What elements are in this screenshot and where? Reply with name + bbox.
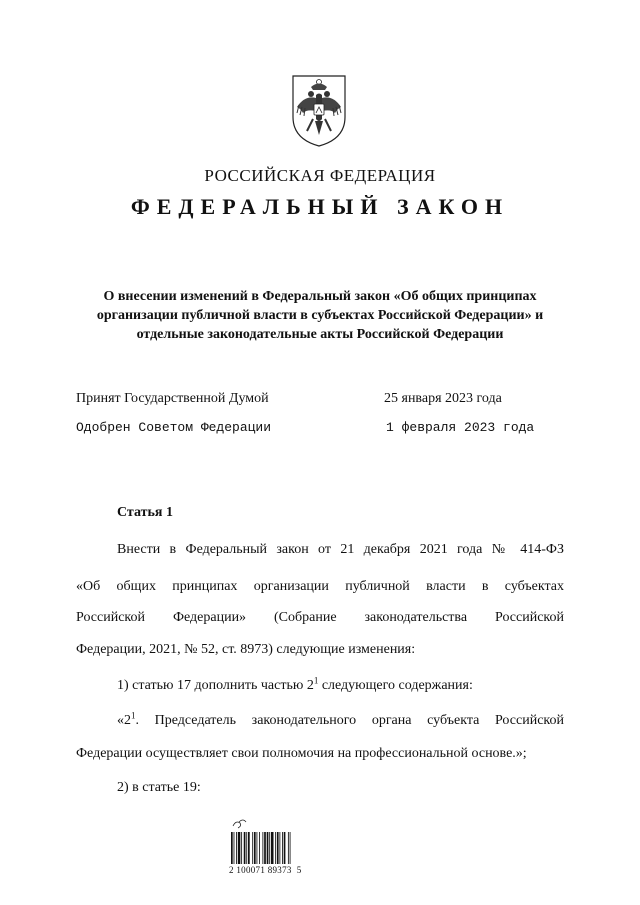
article-intro-line: «Об общих принципах организации публичной власти в субъектах [76, 579, 564, 594]
barcode-bar [257, 832, 258, 864]
barcode-bar [244, 832, 246, 864]
amendment-item-1-text: 1) статью 17 дополнить частью 2 [117, 678, 314, 693]
barcode-bar [277, 832, 279, 864]
barcode-image [230, 818, 314, 866]
law-type-heading: ФЕДЕРАЛЬНЫЙ ЗАКОН [130, 194, 510, 219]
barcode-bar [259, 832, 260, 864]
amendment-item-1 [76, 675, 564, 694]
amendment-item-2: 2) в статье 19: [117, 780, 201, 795]
barcode-bar [271, 832, 274, 864]
article-heading: Статья 1 [117, 505, 173, 520]
barcode-bar [275, 832, 276, 864]
barcode-bar [264, 832, 266, 864]
barcode-bar [246, 832, 247, 864]
law-title [80, 287, 560, 344]
amendment-item-1-text: следующего содержания: [318, 678, 473, 693]
duma-adoption-date: 25 января 2023 года [384, 391, 502, 406]
barcode-number: 2 100071 89373 5 [229, 865, 302, 875]
barcode-bar [267, 832, 269, 864]
article-intro-line: Федерации, 2021, № 52, ст. 8973) следующие изменения: [76, 642, 416, 657]
quoted-provision-line: Федерации осуществляет свои полномочия на профессиональной основе.»; [76, 746, 527, 761]
duma-adoption-label: Принят Государственной Думой [76, 391, 269, 406]
barcode-bar [269, 832, 270, 864]
barcode-bar [252, 832, 253, 864]
barcode-bar [236, 832, 237, 864]
quoted-provision-text: . Председатель законодательного органа субъекта Российской [135, 713, 564, 728]
country-name: РОССИЙСКАЯ ФЕДЕРАЦИЯ [204, 166, 436, 185]
barcode-bar [284, 832, 286, 864]
barcode-bar [254, 832, 256, 864]
council-approval-label: Одобрен Советом Федерации [76, 420, 272, 435]
barcode-bar [238, 832, 241, 864]
article-intro-line: Российской Федерации» (Собрание законодательства Российской [76, 610, 564, 625]
council-approval-date: 1 февраля 2023 года [386, 420, 535, 435]
barcode-bar [234, 832, 235, 864]
law-title-line: О внесении изменений в Федеральный закон «Об общих принципах [103, 289, 537, 304]
barcode-bar [241, 832, 242, 864]
barcode-bar [231, 832, 233, 864]
superscript: 1 [313, 675, 319, 686]
law-title-line: организации публичной власти в субъектах Российской Федерации» и [96, 308, 544, 323]
barcode-bar [282, 832, 283, 864]
barcode-bar [262, 832, 263, 864]
superscript: 1 [131, 710, 136, 721]
barcode-bar [288, 832, 289, 864]
quoted-provision-text: «2 [117, 713, 131, 728]
quoted-provision [76, 710, 564, 729]
barcode-bar [248, 832, 250, 864]
law-title-line: отдельные законодательные акты Российской Федерации [136, 327, 504, 342]
barcode-bar [290, 832, 291, 864]
article-intro-line: Внести в Федеральный закон от 21 декабря 2021 года № 414-ФЗ [117, 542, 564, 557]
coat-of-arms-emblem [289, 73, 349, 148]
barcode-bar [279, 832, 280, 864]
